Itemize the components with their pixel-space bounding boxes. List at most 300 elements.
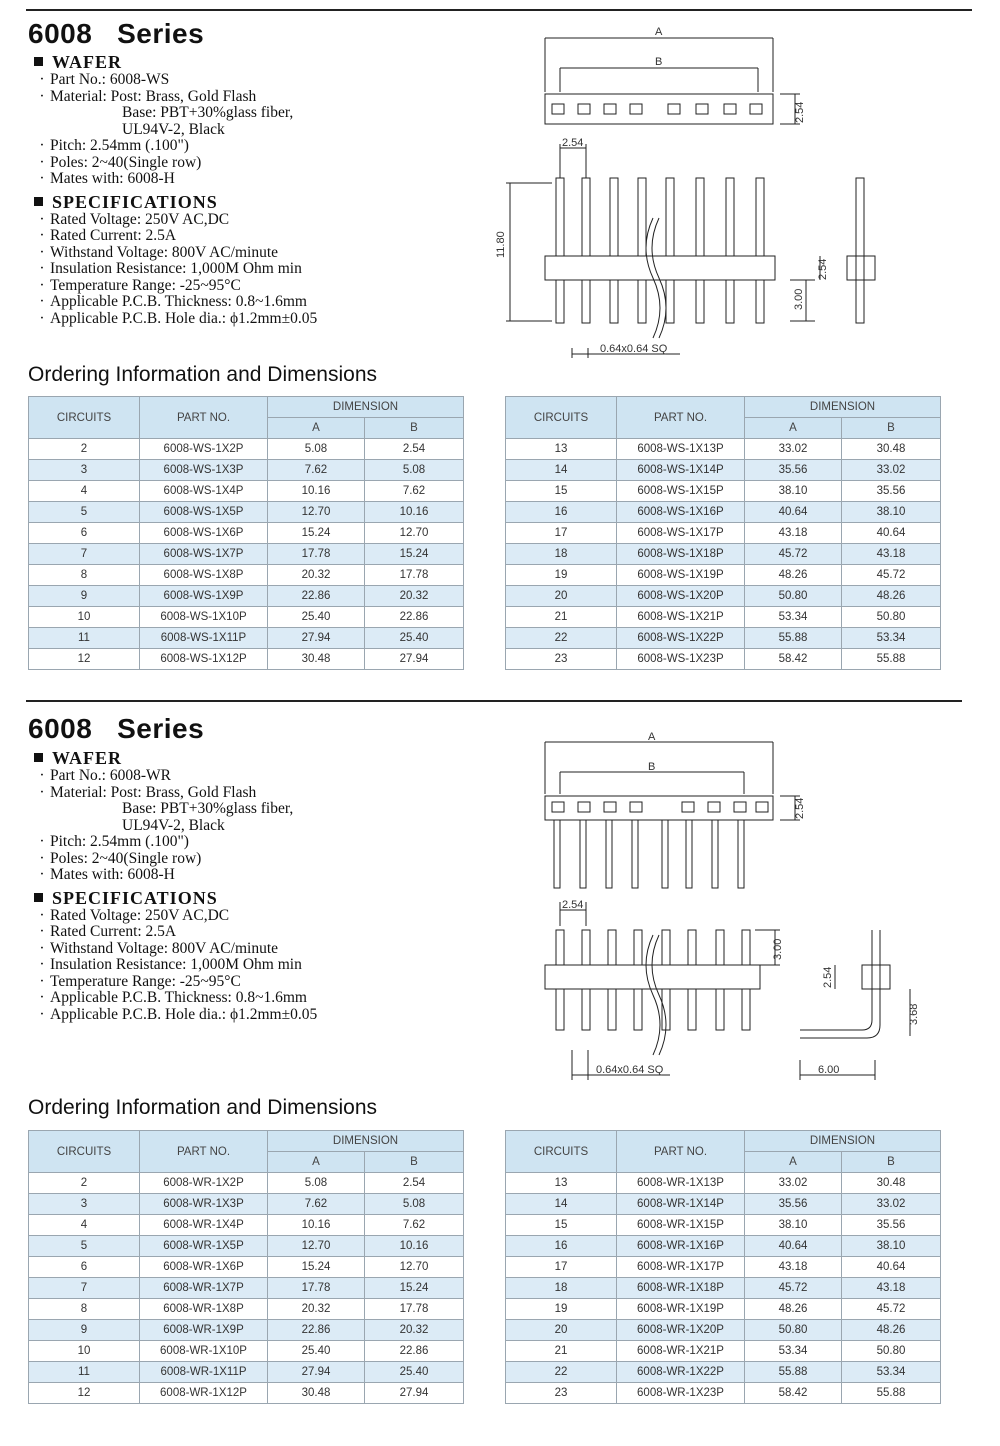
cell-part-no: 6008-WS-1X16P [617,502,745,523]
material-base: Base: PBT+30%glass fiber, [122,104,294,121]
cell-dim-a: 25.40 [268,1341,365,1362]
cell-dim-a: 10.16 [268,1215,365,1236]
dim-label-side-length: 6.00 [818,1064,840,1076]
dim-label-height-side: 2.54 [817,258,829,280]
square-bullet-icon [34,197,43,206]
cell-circuits: 4 [29,1215,140,1236]
cell-circuits: 13 [506,1173,617,1194]
cell-dim-b: 20.32 [365,1320,464,1341]
spec-item: · Applicable P.C.B. Hole dia.: ϕ1.2mm±0.05 [39,1005,318,1023]
cell-circuits: 7 [29,1278,140,1299]
table-row [29,439,464,460]
table-row [506,1257,941,1278]
cell-dim-a: 53.34 [745,607,842,628]
cell-part-no: 6008-WR-1X14P [617,1194,745,1215]
cell-dim-a: 35.56 [745,460,842,481]
wafer-heading: WAFER [34,748,494,768]
cell-part-no: 6008-WS-1X19P [617,565,745,586]
cell-part-no: 6008-WR-1X22P [617,1362,745,1383]
header-part-no: PART NO. [617,397,745,439]
dim-label-total: 11.80 [495,231,507,258]
cell-part-no: 6008-WS-1X18P [617,544,745,565]
cell-circuits: 21 [506,1341,617,1362]
cell-dim-b: 45.72 [842,1299,941,1320]
dimension-table-left [28,396,464,670]
cell-dim-a: 15.24 [268,1257,365,1278]
cell-circuits: 9 [29,586,140,607]
table-row [506,1215,941,1236]
cell-part-no: 6008-WR-1X6P [140,1257,268,1278]
table-row [29,502,464,523]
table-row [506,439,941,460]
cell-part-no: 6008-WS-1X23P [617,649,745,670]
spec-item: · Withstand Voltage: 800V AC/minute [39,939,279,957]
table-row [29,544,464,565]
cell-dim-b: 48.26 [842,1320,941,1341]
table-row [506,544,941,565]
poles: · Poles: 2~40(Single row) [39,153,202,171]
cell-dim-b: 35.56 [842,481,941,502]
cell-dim-b: 15.24 [365,1278,464,1299]
cell-dim-b: 27.94 [365,649,464,670]
cell-circuits: 19 [506,1299,617,1320]
cell-dim-b: 22.86 [365,607,464,628]
dim-label-b: B [648,761,656,773]
header-b: B [842,418,941,439]
header-a: A [268,1152,365,1173]
header-part-no: PART NO. [140,1131,268,1173]
cell-dim-a: 38.10 [745,481,842,502]
cell-dim-a: 7.62 [268,1194,365,1215]
cell-part-no: 6008-WR-1X13P [617,1173,745,1194]
table-row [29,523,464,544]
cell-dim-a: 25.40 [268,607,365,628]
header-b: B [365,1152,464,1173]
cell-circuits: 11 [29,628,140,649]
cell-circuits: 12 [29,1383,140,1404]
header-circuits: CIRCUITS [29,1131,140,1173]
table-row [29,460,464,481]
series-title: 6008 Series [28,713,205,744]
cell-part-no: 6008-WS-1X22P [617,628,745,649]
header-b: B [842,1152,941,1173]
dim-label-tail: 3.00 [793,288,805,310]
cell-dim-a: 33.02 [745,439,842,460]
cell-circuits: 10 [29,607,140,628]
mates-with: · Mates with: 6008-H [39,866,175,883]
cell-circuits: 23 [506,1383,617,1404]
cell-dim-a: 22.86 [268,1320,365,1341]
table-row [29,1362,464,1383]
square-bullet-icon [34,57,43,66]
cell-dim-b: 43.18 [842,544,941,565]
cell-circuits: 3 [29,1194,140,1215]
spec-item: · Applicable P.C.B. Hole dia.: ϕ1.2mm±0.05 [39,309,318,327]
cell-circuits: 15 [506,1215,617,1236]
table-row [29,586,464,607]
table-row [29,1299,464,1320]
cell-part-no: 6008-WS-1X6P [140,523,268,544]
cell-dim-a: 20.32 [268,1299,365,1320]
cell-dim-b: 25.40 [365,1362,464,1383]
dimension-table-right [505,1130,941,1404]
cell-dim-b: 53.34 [842,628,941,649]
header-dimension: DIMENSION [268,1131,464,1152]
header-a: A [745,1152,842,1173]
top-rule [26,9,972,11]
cell-dim-b: 22.86 [365,1341,464,1362]
table-row [506,628,941,649]
cell-circuits: 4 [29,481,140,502]
table-row [506,1173,941,1194]
cell-dim-a: 38.10 [745,1215,842,1236]
cell-dim-a: 27.94 [268,1362,365,1383]
cell-circuits: 10 [29,1341,140,1362]
header-circuits: CIRCUITS [506,1131,617,1173]
cell-part-no: 6008-WS-1X15P [617,481,745,502]
top-view-pins [552,802,768,812]
header-circuits: CIRCUITS [29,397,140,439]
cell-circuits: 11 [29,1362,140,1383]
cell-part-no: 6008-WR-1X21P [617,1341,745,1362]
cell-circuits: 15 [506,481,617,502]
table-row [29,607,464,628]
spec-item: · Temperature Range: -25~95°C [39,972,241,990]
cell-dim-a: 27.94 [268,628,365,649]
table-row [506,565,941,586]
cell-part-no: 6008-WR-1X18P [617,1278,745,1299]
spec-item: · Rated Voltage: 250V AC,DC [39,210,230,228]
cell-dim-b: 40.64 [842,1257,941,1278]
part-no: · Part No.: 6008-WR [39,767,171,784]
header-b: B [365,418,464,439]
cell-circuits: 6 [29,1257,140,1278]
cell-dim-b: 43.18 [842,1278,941,1299]
table-row [506,502,941,523]
table-row [506,1236,941,1257]
dim-label-height: 2.54 [794,797,806,819]
cell-dim-b: 7.62 [365,481,464,502]
cell-dim-a: 50.80 [745,1320,842,1341]
cell-dim-a: 15.24 [268,523,365,544]
cell-part-no: 6008-WS-1X7P [140,544,268,565]
cell-circuits: 7 [29,544,140,565]
dim-label-tail: 3.00 [772,938,784,960]
header-circuits: CIRCUITS [506,397,617,439]
cell-dim-b: 15.24 [365,544,464,565]
cell-dim-a: 12.70 [268,502,365,523]
cell-part-no: 6008-WS-1X4P [140,481,268,502]
cell-part-no: 6008-WR-1X23P [617,1383,745,1404]
cell-dim-a: 17.78 [268,544,365,565]
cell-circuits: 23 [506,649,617,670]
spec-item: · Applicable P.C.B. Thickness: 0.8~1.6mm [39,989,307,1006]
cell-dim-b: 7.62 [365,1215,464,1236]
square-bullet-icon [34,753,43,762]
cell-circuits: 2 [29,1173,140,1194]
cell-circuits: 20 [506,586,617,607]
part-no: · Part No.: 6008-WS [39,71,170,88]
header-part-no: PART NO. [140,397,268,439]
spec-item: · Insulation Resistance: 1,000M Ohm min [39,260,302,277]
cell-circuits: 5 [29,502,140,523]
cell-dim-a: 35.56 [745,1194,842,1215]
cell-part-no: 6008-WS-1X14P [617,460,745,481]
cell-part-no: 6008-WR-1X4P [140,1215,268,1236]
connector-drawing-right-angle [490,730,930,1085]
cell-dim-b: 53.34 [842,1362,941,1383]
cell-dim-b: 48.26 [842,586,941,607]
table-row [506,586,941,607]
cell-dim-b: 2.54 [365,1173,464,1194]
cell-dim-b: 50.80 [842,607,941,628]
cell-circuits: 8 [29,1299,140,1320]
cell-dim-a: 22.86 [268,586,365,607]
table-row [29,1173,464,1194]
cell-dim-b: 12.70 [365,523,464,544]
cell-dim-a: 10.16 [268,481,365,502]
spec-item: · Rated Current: 2.5A [39,923,177,940]
spec-item: · Applicable P.C.B. Thickness: 0.8~1.6mm [39,293,307,310]
cell-dim-b: 38.10 [842,502,941,523]
cell-part-no: 6008-WR-1X12P [140,1383,268,1404]
table-row [29,1383,464,1404]
table-row [506,1341,941,1362]
cell-dim-b: 10.16 [365,502,464,523]
cell-dim-b: 55.88 [842,1383,941,1404]
table-row [506,1320,941,1341]
cell-dim-a: 45.72 [745,544,842,565]
cell-dim-a: 5.08 [268,1173,365,1194]
table-row [29,1236,464,1257]
cell-part-no: 6008-WR-1X20P [617,1320,745,1341]
cell-dim-a: 50.80 [745,586,842,607]
material-base: Base: PBT+30%glass fiber, [122,800,294,817]
table-row [29,481,464,502]
cell-part-no: 6008-WR-1X2P [140,1173,268,1194]
table-row [506,1194,941,1215]
cell-dim-a: 55.88 [745,1362,842,1383]
material-line: · Material: Post: Brass, Gold Flash [39,87,257,105]
table-row [29,1278,464,1299]
cell-dim-b: 27.94 [365,1383,464,1404]
cell-dim-b: 5.08 [365,460,464,481]
cell-dim-b: 12.70 [365,1257,464,1278]
cell-dim-b: 17.78 [365,1299,464,1320]
dim-label-a: A [648,731,656,743]
cell-circuits: 6 [29,523,140,544]
material-rating: UL94V-2, Black [122,816,225,834]
cell-part-no: 6008-WR-1X3P [140,1194,268,1215]
cell-circuits: 22 [506,1362,617,1383]
cell-part-no: 6008-WS-1X17P [617,523,745,544]
cell-dim-a: 20.32 [268,565,365,586]
table-row [29,1194,464,1215]
pitch: · Pitch: 2.54mm (.100") [39,833,189,850]
cell-dim-a: 40.64 [745,1236,842,1257]
cell-dim-b: 40.64 [842,523,941,544]
cell-circuits: 20 [506,1320,617,1341]
dimension-table-right [505,396,941,670]
cell-dim-b: 25.40 [365,628,464,649]
dim-label-pin-sq: 0.64x0.64 SQ [596,1064,664,1076]
ordering-title: Ordering Information and Dimensions [28,363,378,386]
spec-block [34,52,494,327]
cell-circuits: 13 [506,439,617,460]
cell-circuits: 5 [29,1236,140,1257]
cell-dim-a: 30.48 [268,649,365,670]
spec-item: · Insulation Resistance: 1,000M Ohm min [39,956,302,973]
cell-dim-a: 5.08 [268,439,365,460]
cell-part-no: 6008-WS-1X20P [617,586,745,607]
mates-with: · Mates with: 6008-H [39,170,175,187]
cell-dim-a: 48.26 [745,565,842,586]
dim-label-pitch: 2.54 [562,137,584,149]
cell-part-no: 6008-WR-1X9P [140,1320,268,1341]
cell-dim-a: 58.42 [745,649,842,670]
table-row [29,1341,464,1362]
cell-part-no: 6008-WS-1X9P [140,586,268,607]
cell-dim-a: 43.18 [745,1257,842,1278]
cell-circuits: 22 [506,628,617,649]
cell-part-no: 6008-WR-1X8P [140,1299,268,1320]
cell-dim-a: 17.78 [268,1278,365,1299]
specifications-heading: SPECIFICATIONS [34,888,494,908]
dimension-table-left [28,1130,464,1404]
poles: · Poles: 2~40(Single row) [39,849,202,867]
cell-dim-b: 30.48 [842,439,941,460]
top-view-pins [552,104,762,114]
cell-dim-b: 33.02 [842,460,941,481]
cell-circuits: 14 [506,460,617,481]
material-rating: UL94V-2, Black [122,120,225,138]
dim-label-a: A [655,26,663,38]
cell-dim-a: 40.64 [745,502,842,523]
table-row [506,523,941,544]
cell-circuits: 14 [506,1194,617,1215]
header-dimension: DIMENSION [745,397,941,418]
table-row [506,1299,941,1320]
material-line: · Material: Post: Brass, Gold Flash [39,783,257,801]
cell-circuits: 2 [29,439,140,460]
cell-dim-b: 35.56 [842,1215,941,1236]
table-row [506,460,941,481]
cell-dim-b: 38.10 [842,1236,941,1257]
dim-label-pitch: 2.54 [562,899,584,911]
wafer-heading: WAFER [34,52,494,72]
dim-label-height-side: 2.54 [822,966,834,988]
cell-part-no: 6008-WS-1X2P [140,439,268,460]
cell-circuits: 19 [506,565,617,586]
table-row [29,1257,464,1278]
cell-dim-b: 30.48 [842,1173,941,1194]
cell-circuits: 16 [506,1236,617,1257]
cell-dim-b: 55.88 [842,649,941,670]
cell-dim-a: 45.72 [745,1278,842,1299]
header-a: A [268,418,365,439]
specifications-heading: SPECIFICATIONS [34,192,494,212]
table-row [506,607,941,628]
section-rule [26,700,962,702]
pitch: · Pitch: 2.54mm (.100") [39,137,189,154]
cell-dim-a: 12.70 [268,1236,365,1257]
table-row [506,649,941,670]
table-row [506,481,941,502]
series-title: 6008 Series [28,18,205,49]
header-dimension: DIMENSION [268,397,464,418]
cell-dim-b: 5.08 [365,1194,464,1215]
cell-dim-b: 33.02 [842,1194,941,1215]
dim-label-height: 2.54 [794,101,806,123]
cell-part-no: 6008-WR-1X19P [617,1299,745,1320]
cell-part-no: 6008-WR-1X15P [617,1215,745,1236]
dim-label-tail2: 3.68 [908,1003,920,1025]
spec-item: · Rated Voltage: 250V AC,DC [39,906,230,924]
cell-part-no: 6008-WS-1X3P [140,460,268,481]
cell-circuits: 21 [506,607,617,628]
cell-dim-a: 7.62 [268,460,365,481]
cell-dim-a: 30.48 [268,1383,365,1404]
table-row [506,1383,941,1404]
table-row [506,1362,941,1383]
cell-part-no: 6008-WR-1X10P [140,1341,268,1362]
cell-dim-a: 48.26 [745,1299,842,1320]
cell-circuits: 18 [506,1278,617,1299]
cell-part-no: 6008-WS-1X13P [617,439,745,460]
spec-item: · Temperature Range: -25~95°C [39,276,241,294]
cell-part-no: 6008-WS-1X10P [140,607,268,628]
cell-part-no: 6008-WR-1X5P [140,1236,268,1257]
cell-dim-b: 10.16 [365,1236,464,1257]
table-row [29,565,464,586]
cell-dim-b: 50.80 [842,1341,941,1362]
table-row [29,628,464,649]
dim-label-b: B [655,56,663,68]
cell-part-no: 6008-WS-1X5P [140,502,268,523]
cell-circuits: 17 [506,1257,617,1278]
table-row [29,649,464,670]
cell-dim-a: 53.34 [745,1341,842,1362]
cell-part-no: 6008-WR-1X7P [140,1278,268,1299]
cell-circuits: 18 [506,544,617,565]
header-part-no: PART NO. [617,1131,745,1173]
cell-circuits: 3 [29,460,140,481]
cell-dim-b: 20.32 [365,586,464,607]
header-a: A [745,418,842,439]
cell-dim-b: 2.54 [365,439,464,460]
table-row [29,1320,464,1341]
cell-part-no: 6008-WR-1X17P [617,1257,745,1278]
cell-part-no: 6008-WR-1X11P [140,1362,268,1383]
cell-circuits: 8 [29,565,140,586]
cell-part-no: 6008-WS-1X11P [140,628,268,649]
ordering-title: Ordering Information and Dimensions [28,1096,378,1119]
connector-drawing-straight [490,18,910,363]
cell-circuits: 16 [506,502,617,523]
spec-block [34,748,494,1023]
cell-circuits: 12 [29,649,140,670]
cell-dim-b: 45.72 [842,565,941,586]
cell-dim-b: 17.78 [365,565,464,586]
dim-label-pin-sq: 0.64x0.64 SQ [600,343,668,355]
spec-item: · Withstand Voltage: 800V AC/minute [39,243,279,261]
table-row [506,1278,941,1299]
cell-part-no: 6008-WR-1X16P [617,1236,745,1257]
cell-dim-a: 43.18 [745,523,842,544]
cell-dim-a: 55.88 [745,628,842,649]
cell-part-no: 6008-WS-1X21P [617,607,745,628]
cell-circuits: 17 [506,523,617,544]
